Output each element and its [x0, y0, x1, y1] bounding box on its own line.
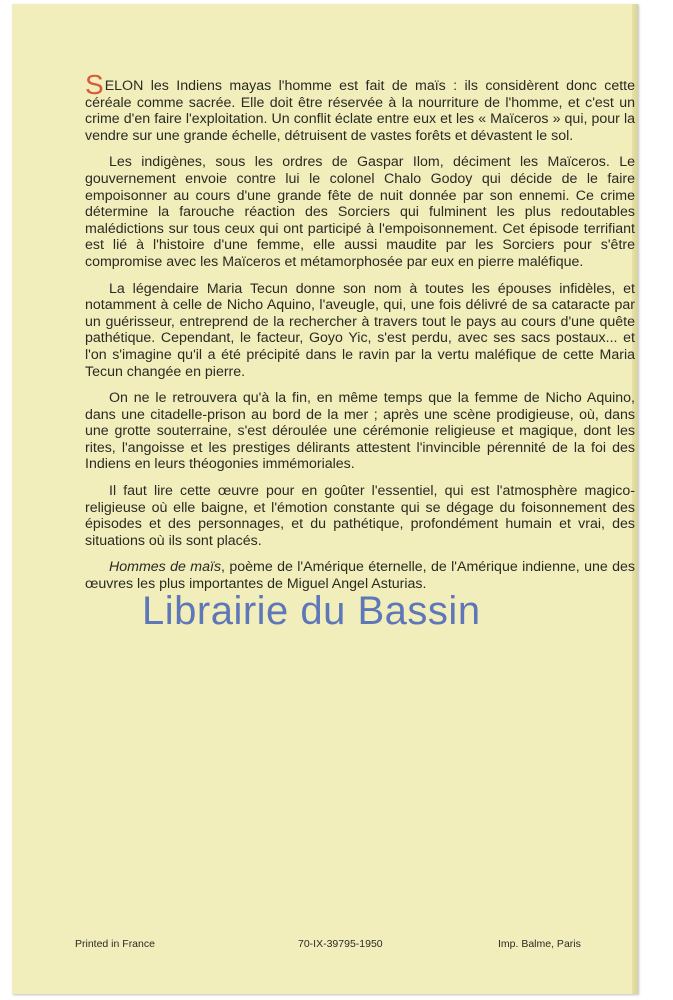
- footer-printer: Imp. Balme, Paris: [498, 938, 581, 950]
- book-title: Hommes de maïs: [109, 559, 222, 576]
- back-cover-blurb: [85, 69, 635, 603]
- book-back-cover: [12, 4, 638, 994]
- seller-watermark: Librairie du Bassin: [142, 589, 481, 633]
- blurb-paragraph-2: Les indigènes, sous les ordres de Gaspar Ilom, déciment les Maïceros. Le gouvernement envoie contre lui le colonel Chalo Godoy qui décide de le faire empoisonner au cours d'une grande fête de nuit donnée par son ennemi. Ce crime détermine la farouche réaction des Sorciers qui fulminent les plus redoutables malédictions sur tous ceux qui ont participé à l'empoisonnement. Cet épisode terrifiant est lié à l'histoire d'une femme, elle aussi maudite par les Sorciers pour s'être compromise avec les Maïceros et métamorphosée par eux en pierre maléfique.: [85, 154, 635, 270]
- blurb-paragraph-5: Il faut lire cette œuvre pour en goûter l'essentiel, qui est l'atmosphère magico-religieuse où elle baigne, et l'émotion constante qui se dégage du foisonnement des épisodes et des personnages, et du pathétique, profondément humain et vrai, des situations où ils sont placés.: [85, 483, 635, 549]
- footer-printed-in: Printed in France: [75, 938, 155, 950]
- blurb-paragraph-1: SELON les Indiens mayas l'homme est fait de maïs : ils considèrent donc cette céréale comme sacrée. Elle doit être réservée à la nourriture de l'homme, et c'est un crime d'en faire l'exploitation. Un conflit éclate entre eux et les « Maïceros » qui, pour la vendre sur une grande échelle, détruisent de vastes forêts et dévastent le sol.: [85, 69, 635, 144]
- drop-cap: S: [85, 69, 104, 100]
- blurb-paragraph-4: On ne le retrouvera qu'à la fin, en même temps que la femme de Nicho Aquino, dans une citadelle-prison au bord de la mer ; après une scène prodigieuse, où, dans une grotte souterraine, s'est déroulée une cérémonie religieuse et magique, dont les rites, l'angoisse et les prestiges délirants attestent l'invincible pérennité de la foi des Indiens en leurs théogonies immémoriales.: [85, 390, 635, 473]
- blurb-paragraph-6: Hommes de maïs, poème de l'Amérique éternelle, de l'Amérique indienne, une des œuvres les plus importantes de Miguel Angel Asturias.: [85, 559, 635, 593]
- blurb-paragraph-3: La légendaire Maria Tecun donne son nom à toutes les épouses infidèles, et notamment à celle de Nicho Aquino, l'aveugle, qui, une fois délivré de sa cataracte par un guérisseur, entreprend de la rechercher à travers tout le pays au cours d'une quête pathétique. Cependant, le facteur, Goyo Yic, s'est perdu, avec ses sacs postaux... et l'on s'imagine qu'il a été précipité dans le ravin par la vertu maléfique de cette Maria Tecun changée en pierre.: [85, 280, 635, 380]
- footer-catalog-number: 70-IX-39795-1950: [298, 938, 383, 950]
